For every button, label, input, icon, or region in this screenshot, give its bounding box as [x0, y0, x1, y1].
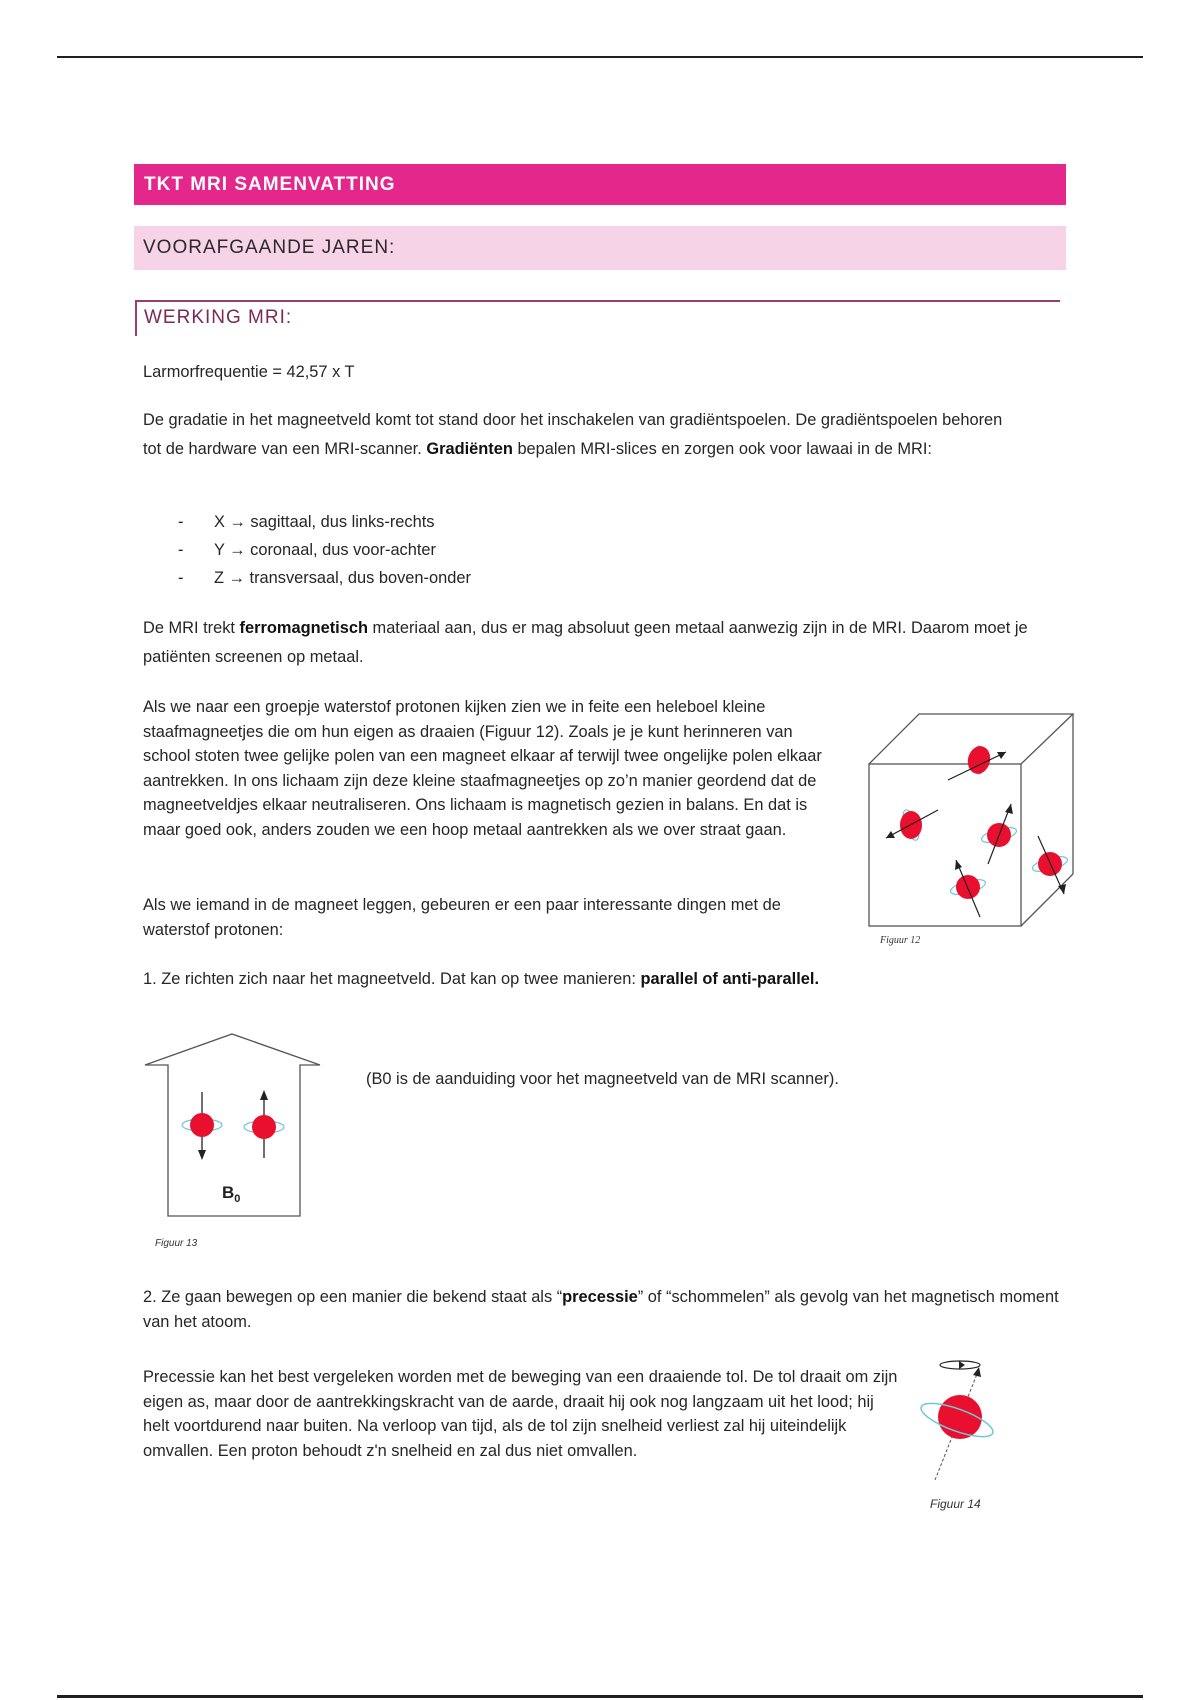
header-rule — [57, 56, 1143, 58]
gradients-paragraph: De gradatie in het magneetveld komt tot stand door het inschakelen van gradiëntspoelen. De gradiëntspoelen behoren tot de hardware van een MRI-scanner. Gradiënten bepalen MRI-slices en zorgen ook voor lawaai in de MRI: — [143, 411, 1003, 458]
larmor-formula: Larmorfrequentie = 42,57 x T — [143, 363, 355, 381]
list-item: - X → sagittaal, dus links-rechts — [178, 513, 435, 531]
b0-label: $B_0$ — [222, 1183, 241, 1205]
figure-12-proton-cube — [866, 712, 1086, 952]
precession-paragraph: Precessie kan het best vergeleken worden met de beweging van een draaiende tol. De tol draait om zijn eigen as, maar door de aantrekkingskracht van de aarde, draait hij ook nog langzaam uit het lood; hij helt voortdurend naar buiten. Na verloop van tijd, als de tol zijn snelheid verliest zal hij uiteindelijk omvallen. Een proton behoudt z'n snelheid en zal dus niet omvallen. — [143, 1368, 898, 1460]
figure-13-caption: Figuur 13 — [155, 1238, 198, 1249]
gradient-axes-list — [178, 508, 471, 592]
document-title: TKT MRI SAMENVATTING — [134, 164, 1066, 205]
figure-14-caption: Figuur 14 — [930, 1497, 981, 1511]
proton-icon — [948, 744, 1006, 780]
b0-note: (B0 is de aanduiding voor het magneetveld van de MRI scanner). — [366, 1070, 839, 1088]
footer-rule — [57, 1695, 1143, 1698]
figure-14-precession — [915, 1355, 1015, 1495]
list-item: - Y → coronaal, dus voor-achter — [178, 541, 436, 559]
section-heading: WERKING MRI: — [135, 300, 1060, 336]
point-2: 2. Ze gaan bewegen op een manier die bekend staat als “precessie” of “schommelen” als gevolg van het magnetisch moment van het atoom. — [143, 1288, 1059, 1331]
figure-13-b0-field — [140, 1030, 330, 1230]
list-item: - Z → transversaal, dus boven-onder — [178, 569, 471, 587]
ferromagnetic-paragraph: De MRI trekt ferromagnetisch materiaal aan, dus er mag absoluut geen metaal aanwezig zijn in de MRI. Daarom moet je patiënten screenen op metaal. — [143, 619, 1028, 666]
subtitle-heading: VOORAFGAANDE JAREN: — [134, 226, 1066, 270]
magnet-paragraph: Als we iemand in de magneet leggen, gebeuren er een paar interessante dingen met de waterstof protonen: — [143, 896, 781, 939]
figure-12-caption: Figuur 12 — [880, 935, 921, 946]
protons-paragraph: Als we naar een groepje waterstof protonen kijken zien we in feite een heleboel kleine staafmagneetjes die om hun eigen as draaien (Figuur 12). Zoals je je kunt herinneren van school stoten twee gelijke polen van een magneet elkaar af terwijl twee ongelijke polen elkaar aantrekken. In ons lichaam zijn deze kleine staafmagneetjes op zo’n manier geordend dat de magneetveldjes elkaar neutraliseren. Ons lichaam is magnetisch gezien in balans. En dat is maar goed ook, anders zouden we een hoop metaal aantrekken als we over straat gaan. — [143, 698, 822, 839]
point-1: 1. Ze richten zich naar het magneetveld. Dat kan op twee manieren: parallel of anti-parallel. — [143, 970, 819, 988]
